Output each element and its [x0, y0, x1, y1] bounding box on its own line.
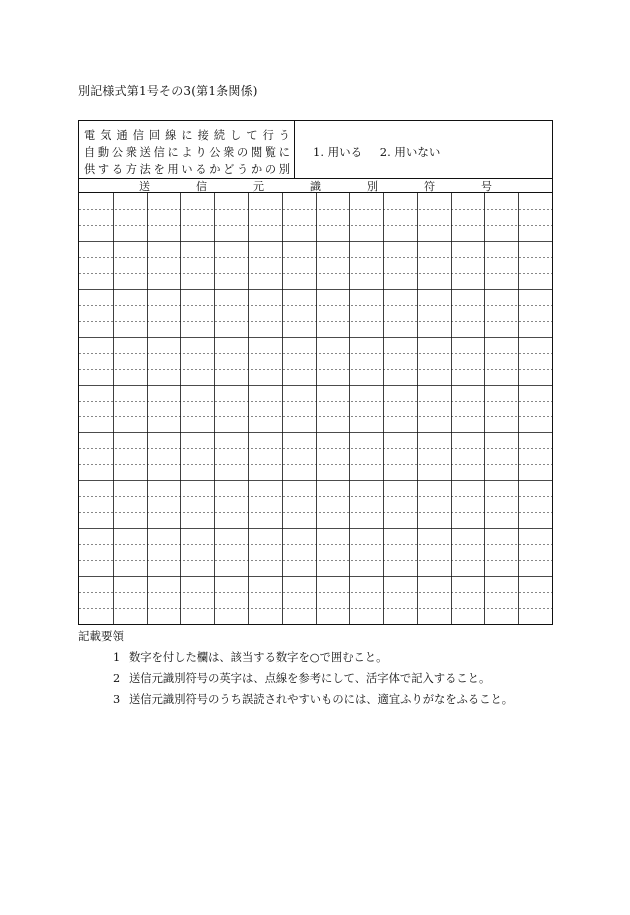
- method-options: [313, 144, 454, 160]
- header-char: 別: [367, 179, 378, 193]
- header-char: 符: [424, 179, 435, 193]
- note-item: [113, 668, 513, 689]
- sender-id-header: [79, 179, 552, 193]
- option-use[interactable]: 1. 用いる: [313, 145, 363, 159]
- note-text: 送信元識別符号のうち誤読されやすいものには、適宜ふりがなをふること。: [129, 693, 514, 706]
- note-item: [113, 647, 513, 668]
- form-table: [78, 120, 553, 625]
- question-line: 自動公衆送信により公衆の閲覧に: [84, 146, 290, 159]
- header-char: 信: [196, 179, 207, 193]
- note-number: 2: [113, 672, 121, 685]
- note-item: [113, 689, 513, 710]
- notes-title: 記載要領: [78, 629, 124, 643]
- header-char: 号: [481, 179, 492, 193]
- question-line: 供する方法を用いるかどうかの別: [84, 163, 290, 176]
- option-not-use[interactable]: 2. 用いない: [379, 145, 441, 159]
- sender-id-grid[interactable]: [79, 193, 552, 624]
- method-question-row: [79, 121, 552, 179]
- note-number: 3: [113, 693, 121, 706]
- method-question-label: [79, 121, 295, 178]
- document-title: 別記様式第1号その3(第1条関係): [78, 84, 258, 98]
- header-char: 元: [253, 179, 264, 193]
- note-number: 1: [113, 651, 121, 664]
- sender-id-grid-lines: [79, 193, 552, 624]
- header-char: 送: [139, 179, 150, 193]
- note-text: 数字を付した欄は、該当する数字を○で囲むこと。: [129, 651, 388, 664]
- header-char: 識: [310, 179, 321, 193]
- note-text: 送信元識別符号の英字は、点線を参考にして、活字体で記入すること。: [129, 672, 491, 685]
- question-line: 電気通信回線に接続して行う: [84, 129, 290, 142]
- notes-list: [113, 647, 513, 710]
